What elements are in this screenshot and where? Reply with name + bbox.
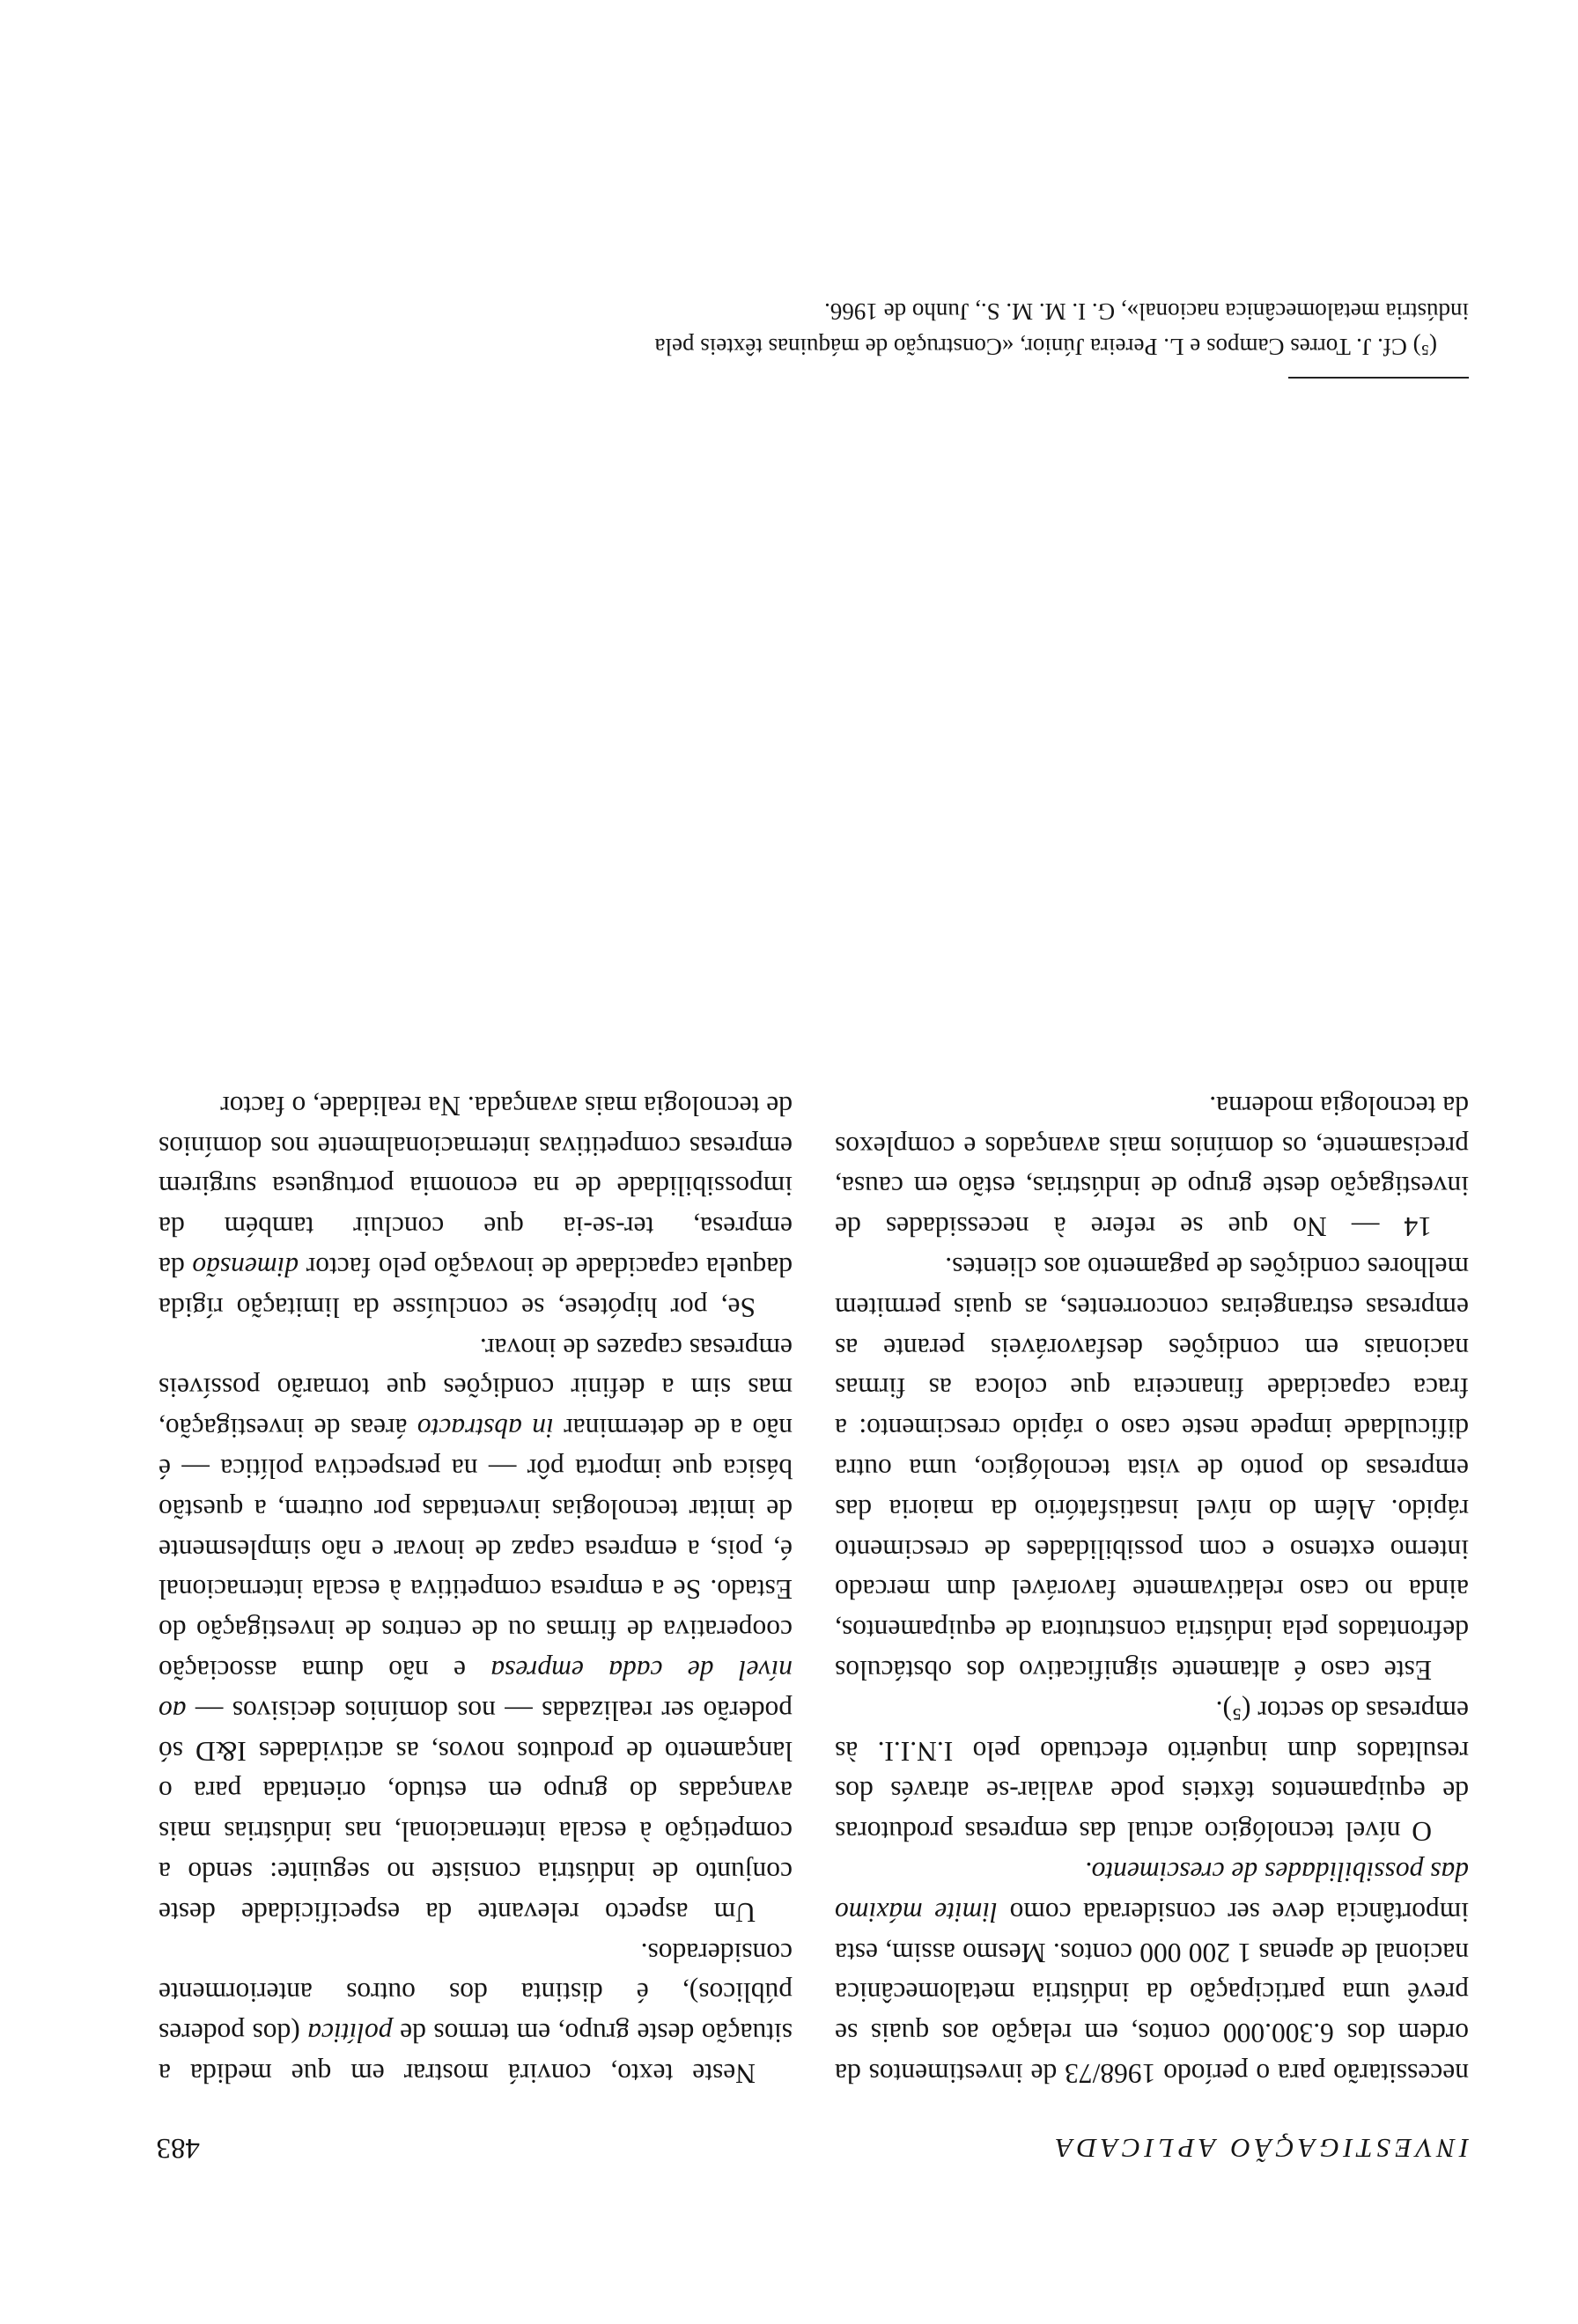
italic-phrase: política bbox=[307, 2018, 393, 2049]
paragraph-text: Se, por hipótese, se concluísse da limitação rígida daquela capacidade de inovação pelo factor bbox=[159, 1252, 793, 1323]
paragraph-text: áreas de investigação, mas sim a definir condições que tornarão possíveis empresas capazes de inovar. bbox=[159, 1332, 793, 1445]
page-number: 483 bbox=[156, 2132, 200, 2164]
italic-phrase: in abstracto bbox=[417, 1413, 554, 1445]
paragraph bbox=[159, 1327, 793, 1932]
paragraph bbox=[159, 1085, 793, 1327]
paragraph bbox=[159, 1932, 793, 2093]
paragraph bbox=[835, 1851, 1469, 2093]
paragraph-text: Neste texto, convirá mostrar em que medida a situação deste grupo, em termos de bbox=[159, 2018, 793, 2089]
footnote bbox=[108, 294, 1469, 364]
paragraph: O nível tecnológico actual das empresas produtoras de equipamentos têxteis pode avaliar-se através dos resultados dum inquérito efectuado pelo I.N.I.I. às empresas do sector (⁵). bbox=[835, 1695, 1469, 1848]
footnote-rule bbox=[1288, 377, 1469, 379]
italic-phrase: ao nível de cada empresa bbox=[159, 1655, 793, 1726]
footnote-line: indústria metalomecânica nacional», G. I. M. M. S., Junho de 1966. bbox=[824, 298, 1469, 325]
paragraph: 14 — No que se refere à necessidades de investigação deste grupo de indústrias, estão em causa, precisamente, os domínios mais avançados e complexos da tecnologia moderna. bbox=[835, 1090, 1469, 1243]
paragraph-text: da empresa, ter-se-ia que concluir também da impossibilidade de na economia portuguesa surgirem empresas competitivas internacionalmente nos domínios de tecnologia mais avançada. Na realidade, o factor bbox=[158, 1090, 793, 1283]
italic-phrase: limite máximo das possibilidades de crescimento. bbox=[835, 1857, 1469, 1928]
paragraph-text: e não duma associação cooperativa de firmas ou de centros de investigação do Estado. Se a empresa competitiva à escala internacional é, pois, a empresa capaz de inovar e não simplesmente de imitar tecnologias inventadas por outrem, a questão básica que importa pôr — na perspectiva política — é não a de determinar bbox=[159, 1413, 793, 1687]
right-column bbox=[159, 1085, 793, 2093]
left-column bbox=[835, 1085, 1469, 2093]
paragraph-text: Um aspecto relevante da especificidade deste conjunto de indústria consiste no seguinte: sendo a competição à escala internacional, nas indústrias mais avançadas do grupo em estudo, orientada para o lançamento de produtos novos, as actividades I&D só poderão ser realizadas — nos domínios decisivos — bbox=[159, 1695, 793, 1928]
paragraph-text: (dos poderes públicos), é distinta dos outros anteriormente considerados. bbox=[159, 1937, 793, 2049]
running-head: INVESTIGAÇÃO APLICADA bbox=[1051, 2133, 1469, 2164]
paragraph: Este caso é altamente significativo dos obstáculos defrontados pela indústria construtora de equipamentos, ainda no caso relativamente favorável dum mercado interno extenso e com possibilidades de crescimento rápido. Além do nível insatisfatório da maioria das empresas do ponto de vista tecnológico, uma outra dificuldade impede neste caso o rápido crescimento: a fraca capacidade financeira que coloca as firmas nacionais em condições desfavoráveis perante as empresas estrangeiras concorrentes, as quais permitem melhores condições de pagamento aos clientes. bbox=[835, 1252, 1469, 1687]
footnote-line: (⁵) Cf. J. Torres Campos e L. Pereira Júnior, «Construção de máquinas têxteis pela bbox=[654, 334, 1437, 360]
italic-phrase: dimensão bbox=[192, 1252, 299, 1283]
paragraph-text: necessitarão para o período 1968/73 de investimentos da ordem dos 6.300.000 contos, em relação aos quais se prevê uma participação da indústria metalomecânica nacional de apenas 1 200 000 contos. Mesmo assim, esta importância deve ser considerada como bbox=[835, 1896, 1469, 2089]
